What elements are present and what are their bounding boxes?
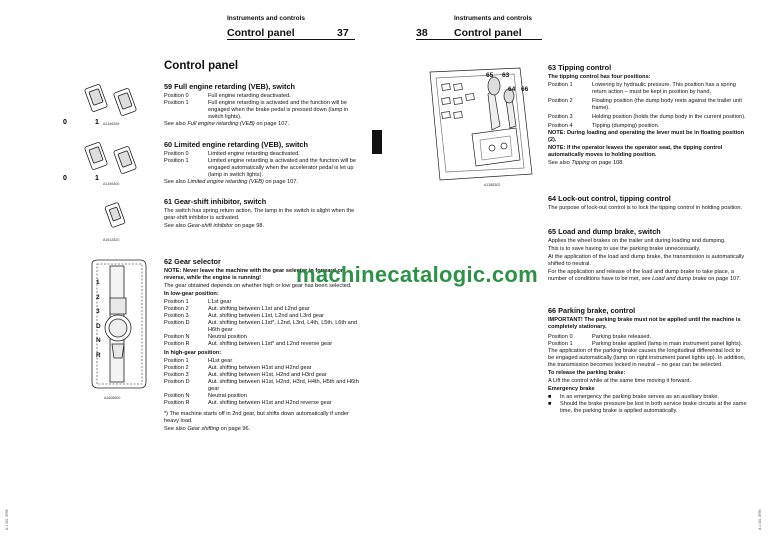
left-side-code: A 1 401 3996 [5, 509, 9, 530]
s65-body: Applies the wheel brakes on the trailer unit during loading and dumping. This is to save having to use the parking brake unnecessarily. At the application of the load and dump brake, the transmission is automatically shifted to neutral. For the application and release of the load and dump brake to take place, a number of conditions have to be met, see Load and dump brake on page 107. [548, 238, 745, 282]
main-title: Control panel [164, 60, 239, 72]
s63-title: 63 Tipping control [548, 63, 612, 72]
s60-title: 60 Limited engine retarding (VEB), switch [164, 140, 308, 149]
fig-label-66: 66 [521, 86, 529, 93]
tipping-control-console-figure [420, 64, 540, 184]
right-fig-code: A1385302 [484, 183, 501, 187]
s64-title: 64 Lock-out control, tipping control [548, 194, 671, 203]
fig2-code: A1346400 [103, 182, 120, 186]
s62-see-link[interactable]: Gear shifting [187, 426, 220, 432]
veb-full-switch-figure [55, 80, 145, 140]
left-header-section: Instruments and controls [227, 15, 306, 22]
selector-label-d: D [96, 322, 101, 330]
fig3-code: A1612820 [103, 238, 120, 242]
s62-title: 62 Gear selector [164, 257, 221, 266]
right-side-code: A 1 401 3996 [758, 509, 762, 530]
watermark: machinecatalogic.com [296, 262, 538, 287]
left-header-rule [227, 39, 355, 40]
gearshift-inhibitor-figure [100, 200, 140, 236]
s65-see-link[interactable]: Load and dump brake [652, 276, 707, 282]
left-header-title: Control panel [227, 27, 295, 39]
bullet-icon: ■ [548, 401, 552, 407]
selector-label-n: N [96, 337, 101, 344]
right-header-section: Instruments and controls [454, 15, 533, 22]
s60-body: Position 0 Limited engine retarding deactivated. Position 1 Limited engine retarding is activated and the function will be engaged automatically when the accelerator pedal is let up (lamp in switch lights). See also Limited engine retarding (VEB) on page 107. [164, 151, 357, 185]
fig-label-63: 63 [502, 72, 510, 79]
fig-label-65: 65 [486, 72, 494, 79]
s61-see-link[interactable]: Gear-shift inhibitor [187, 223, 233, 229]
s64-body: The purpose of lock-out control is to lock the tipping control in holding position. [548, 205, 743, 211]
right-page-number: 38 [416, 27, 428, 39]
left-page-number: 37 [337, 27, 349, 39]
svg-text:1: 1 [95, 175, 99, 182]
s61-title: 61 Gear-shift inhibitor, switch [164, 197, 267, 206]
fig-label-64: 64 [508, 86, 516, 93]
selector-label-2: 2 [96, 293, 100, 301]
veb-limited-switch-figure [55, 140, 145, 190]
fig4-code: A1606600 [104, 396, 121, 400]
s63-body: The tipping control has four positions: Position 1 Lowering by hydraulic pressure. This position has a spring return action – must be kept in position by hand. Position 2 Floating position (the dump body rests against the trailer unit frame). Position 3 Holding position (holds the dump body in the current position). Position 4 Tipping (dumping) position. NOTE: During loading and operating the lever must be in floating position (2). NOTE: If the operator leaves the operator seat, the tipping control automatically moves to holding position. See also Tipping on page 108. [548, 74, 746, 166]
section-tab-marker [372, 130, 382, 154]
selector-label-3: 3 [96, 308, 100, 315]
s63-see-link[interactable]: Tipping [571, 160, 590, 166]
bullet-icon: ■ [548, 394, 552, 400]
s60-see-link[interactable]: Limited engine retarding (VEB) [187, 179, 264, 185]
gear-selector-labels [96, 276, 101, 363]
s59-title: 59 Full engine retarding (VEB), switch [164, 82, 295, 91]
s66-body: IMPORTANT! The parking brake must not be applied until the machine is completely stationary. Position 0 Parking brake released. Position 1 Parking brake applied (lamp in main instrument panel lights). The application of the parking brake causes the longitudinal differential lock to be engaged automatically (lamp on right instrument panel lights up). In addition, the transmission becomes locked in neutral – no gear can be selected. To release the parking brake: A Lift the control while at the same time moving it forward. Emergency brake ■ In an emergency the parking brake serves as an auxiliary brake. ■ Should the brake pressure be lost in both service brake circuits at the same time, the parking brake is applied automatically. [548, 317, 747, 414]
selector-label-1: 1 [96, 279, 100, 286]
s62-body: NOTE: Never leave the machine with the gear selector in forward or reverse, while the engine is running! The gear obtained depends on whether high or low gear has been selected. In low-gear position: Position 1 L1st gear Position 2 Aut. shifting between L1st and L2nd gear Position 3 Aut. shifting between L1st, L2nd and L3rd gear Position D Aut. shifting between L1st*, L2nd, L3rd, L4th, L5th, L6th and H6th gear Position N Neutral position Position R Aut. shifting between L1st* and L2nd reverse gear In high-gear position: Position 1 H1st gear Position 2 Aut. shifting between H1st and H2nd gear Position 3 Aut. shifting between H1st, H2nd and H3rd gear Position D Aut. shifting between H1st, H2nd, H3rd, H4th, H5th and H6th gear Position N Neutral position Position R Aut. shifting between H1st and H2nd reverse gear *) The machine starts off in 2nd gear, but shifts down automatically if under heavy load. See also Gear shifting on page 96. [164, 268, 359, 432]
s59-body: Position 0 Full engine retarding deactivated. Position 1 Full engine retarding is activated and the function will be engaged when the brake pedal is pressed down (lamp in switch lights). See also Full engine retarding (VEB) on page 107. [164, 93, 349, 127]
s61-body: The switch has spring return action. The lamp in the switch is alight when the gear-shift inhibitor is activated. See also Gear-shift inhibitor on page 98. [164, 208, 355, 229]
fig1-code: A1346399 [103, 122, 120, 126]
s65-title: 65 Load and dump brake, switch [548, 227, 661, 236]
switch-label-0: 0 [63, 119, 67, 126]
s59-see-link[interactable]: Full engine retarding (VEB) [187, 121, 255, 127]
selector-label-r: R [96, 351, 101, 359]
svg-text:0: 0 [63, 175, 67, 182]
right-header-rule [416, 39, 542, 40]
switch-label-1: 1 [95, 119, 99, 126]
right-header-title: Control panel [454, 27, 522, 39]
s66-title: 66 Parking brake, control [548, 306, 636, 315]
